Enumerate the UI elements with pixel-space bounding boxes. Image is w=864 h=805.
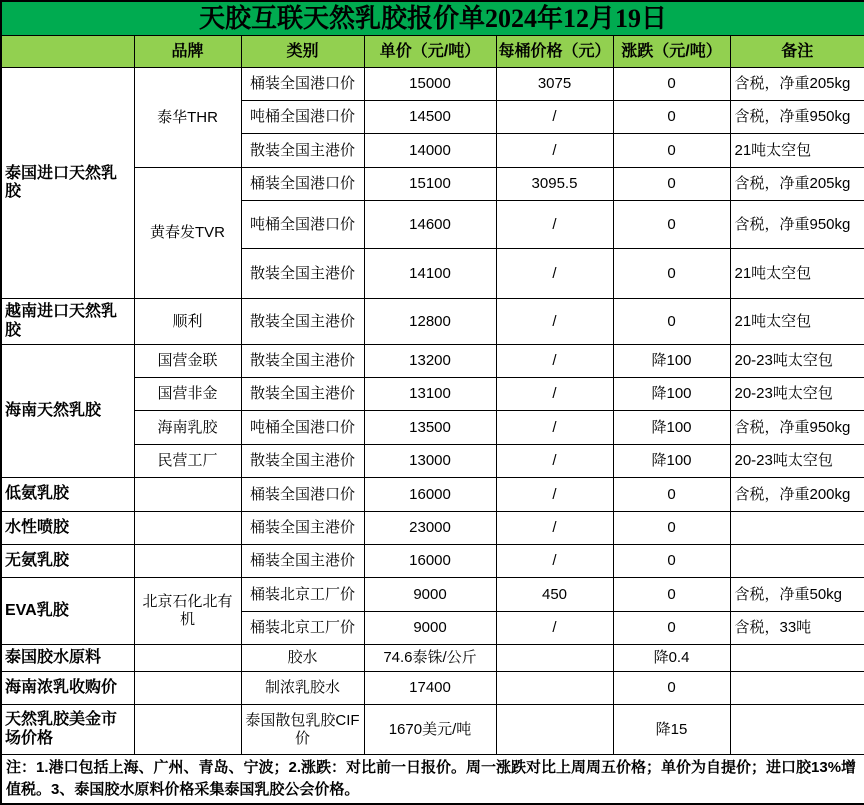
- table-cell: 泰国散包乳胶CIF价: [241, 705, 364, 755]
- table-cell: 12800: [364, 299, 496, 345]
- table-cell: 桶装北京工厂价: [241, 612, 364, 645]
- table-cell: 桶装北京工厂价: [241, 578, 364, 612]
- row-group-label: 泰国胶水原料: [1, 645, 134, 672]
- table-cell: 0: [613, 478, 730, 512]
- table-cell: 降100: [613, 445, 730, 478]
- table-row: [1, 299, 864, 345]
- row-group-label: EVA乳胶: [1, 578, 134, 645]
- column-header-3: 单价（元/吨）: [364, 36, 496, 68]
- table-cell: [134, 478, 241, 512]
- table-row: [1, 705, 864, 755]
- column-header-6: 备注: [730, 36, 864, 68]
- table-cell: 国营非金: [134, 378, 241, 411]
- table-cell: [134, 645, 241, 672]
- table-cell: 14000: [364, 134, 496, 168]
- table-cell: 13200: [364, 345, 496, 378]
- table-cell: /: [496, 249, 613, 299]
- table-cell: [496, 645, 613, 672]
- remark-cell: 21吨太空包: [730, 299, 864, 345]
- table-cell: /: [496, 201, 613, 249]
- table-cell: 3075: [496, 68, 613, 101]
- table-cell: 顺利: [134, 299, 241, 345]
- remark-cell: [730, 705, 864, 755]
- table-cell: 吨桶全国港口价: [241, 101, 364, 134]
- table-cell: 民营工厂: [134, 445, 241, 478]
- column-header-5: 涨跌（元/吨）: [613, 36, 730, 68]
- table-cell: 13000: [364, 445, 496, 478]
- table-cell: 0: [613, 249, 730, 299]
- row-group-label: 海南天然乳胶: [1, 345, 134, 478]
- header-row: [1, 36, 864, 68]
- table-cell: 13500: [364, 411, 496, 445]
- table-cell: /: [496, 545, 613, 578]
- table-cell: 0: [613, 299, 730, 345]
- table-cell: 桶装全国主港价: [241, 545, 364, 578]
- table-cell: 9000: [364, 578, 496, 612]
- table-cell: 9000: [364, 612, 496, 645]
- table-cell: /: [496, 378, 613, 411]
- table-cell: 散装全国主港价: [241, 445, 364, 478]
- table-row: [1, 672, 864, 705]
- table-cell: 胶水: [241, 645, 364, 672]
- table-cell: 制浓乳胶水: [241, 672, 364, 705]
- row-group-label: 海南浓乳收购价: [1, 672, 134, 705]
- table-cell: 海南乳胶: [134, 411, 241, 445]
- table-cell: 吨桶全国港口价: [241, 201, 364, 249]
- remark-cell: 20-23吨太空包: [730, 378, 864, 411]
- column-header-2: 类别: [241, 36, 364, 68]
- table-cell: 散装全国主港价: [241, 249, 364, 299]
- table-cell: 1670美元/吨: [364, 705, 496, 755]
- table-cell: 降15: [613, 705, 730, 755]
- remark-cell: 含税，净重950kg: [730, 201, 864, 249]
- table-cell: 泰华THR: [134, 68, 241, 168]
- table-cell: 桶装全国港口价: [241, 68, 364, 101]
- table-cell: 降100: [613, 378, 730, 411]
- table-cell: 450: [496, 578, 613, 612]
- table-cell: 0: [613, 101, 730, 134]
- table-cell: /: [496, 101, 613, 134]
- table-cell: 13100: [364, 378, 496, 411]
- table-cell: 降0.4: [613, 645, 730, 672]
- page-title: 天胶互联天然乳胶报价单2024年12月19日: [1, 1, 864, 36]
- remark-cell: 含税，净重950kg: [730, 411, 864, 445]
- table-cell: [134, 545, 241, 578]
- table-cell: 74.6泰铢/公斤: [364, 645, 496, 672]
- table-cell: 15000: [364, 68, 496, 101]
- table-cell: 散装全国主港价: [241, 378, 364, 411]
- table-cell: /: [496, 345, 613, 378]
- table-cell: /: [496, 411, 613, 445]
- table-cell: 14600: [364, 201, 496, 249]
- remark-cell: [730, 512, 864, 545]
- table-cell: [496, 672, 613, 705]
- table-row: [1, 578, 864, 612]
- table-cell: [134, 705, 241, 755]
- row-group-label: 水性喷胶: [1, 512, 134, 545]
- remark-cell: 含税，净重50kg: [730, 578, 864, 612]
- remark-cell: 21吨太空包: [730, 249, 864, 299]
- remark-cell: 含税，净重200kg: [730, 478, 864, 512]
- table-cell: 0: [613, 512, 730, 545]
- table-row: [1, 645, 864, 672]
- table-cell: 0: [613, 578, 730, 612]
- table-cell: 15100: [364, 168, 496, 201]
- table-cell: /: [496, 512, 613, 545]
- footnote-row: [1, 755, 864, 804]
- table-cell: [134, 672, 241, 705]
- table-cell: 降100: [613, 411, 730, 445]
- table-cell: 桶装全国港口价: [241, 168, 364, 201]
- table-cell: 桶装全国港口价: [241, 478, 364, 512]
- table-cell: 散装全国主港价: [241, 134, 364, 168]
- remark-cell: 含税，净重205kg: [730, 168, 864, 201]
- table-cell: 桶装全国主港价: [241, 512, 364, 545]
- table-cell: /: [496, 612, 613, 645]
- remark-cell: 含税，净重950kg: [730, 101, 864, 134]
- table-row: [1, 478, 864, 512]
- table-cell: 0: [613, 134, 730, 168]
- table-cell: 14500: [364, 101, 496, 134]
- row-group-label: 越南进口天然乳胶: [1, 299, 134, 345]
- table-row: [1, 68, 864, 101]
- table-cell: 0: [613, 68, 730, 101]
- table-body: [1, 68, 864, 755]
- table-cell: 0: [613, 672, 730, 705]
- row-group-label: 低氨乳胶: [1, 478, 134, 512]
- table-cell: 23000: [364, 512, 496, 545]
- table-cell: [496, 705, 613, 755]
- table-row: [1, 545, 864, 578]
- table-cell: [134, 512, 241, 545]
- row-group-label: 无氨乳胶: [1, 545, 134, 578]
- table-cell: 16000: [364, 478, 496, 512]
- table-cell: 0: [613, 612, 730, 645]
- table-cell: 国营金联: [134, 345, 241, 378]
- table-cell: /: [496, 445, 613, 478]
- remark-cell: 21吨太空包: [730, 134, 864, 168]
- footnote: 注：1.港口包括上海、广州、青岛、宁波；2.涨跌：对比前一日报价。周一涨跌对比上周周五价格；单价为自提价；进口胶13%增值税。3、泰国胶水原料价格采集泰国乳胶公会价格。: [1, 755, 864, 804]
- table-cell: 0: [613, 201, 730, 249]
- table-cell: 散装全国主港价: [241, 345, 364, 378]
- table-cell: 17400: [364, 672, 496, 705]
- table-row: [1, 512, 864, 545]
- table-cell: 14100: [364, 249, 496, 299]
- table-cell: 0: [613, 168, 730, 201]
- remark-cell: [730, 645, 864, 672]
- row-group-label: 天然乳胶美金市场价格: [1, 705, 134, 755]
- table-cell: /: [496, 134, 613, 168]
- table-cell: 黄春发TVR: [134, 168, 241, 299]
- remark-cell: 含税，33吨: [730, 612, 864, 645]
- remark-cell: 20-23吨太空包: [730, 345, 864, 378]
- table-row: [1, 345, 864, 378]
- table-cell: 吨桶全国港口价: [241, 411, 364, 445]
- row-group-label: 泰国进口天然乳胶: [1, 68, 134, 299]
- table-cell: 16000: [364, 545, 496, 578]
- table-cell: 散装全国主港价: [241, 299, 364, 345]
- column-header-4: 每桶价格（元）: [496, 36, 613, 68]
- table-cell: 降100: [613, 345, 730, 378]
- table-cell: 0: [613, 545, 730, 578]
- table-cell: /: [496, 299, 613, 345]
- title-row: [1, 1, 864, 36]
- table-cell: /: [496, 478, 613, 512]
- remark-cell: 含税，净重205kg: [730, 68, 864, 101]
- column-header-0: [1, 36, 134, 68]
- table-cell: 北京石化北有机: [134, 578, 241, 645]
- remark-cell: [730, 672, 864, 705]
- remark-cell: 20-23吨太空包: [730, 445, 864, 478]
- remark-cell: [730, 545, 864, 578]
- table-cell: 3095.5: [496, 168, 613, 201]
- column-header-1: 品牌: [134, 36, 241, 68]
